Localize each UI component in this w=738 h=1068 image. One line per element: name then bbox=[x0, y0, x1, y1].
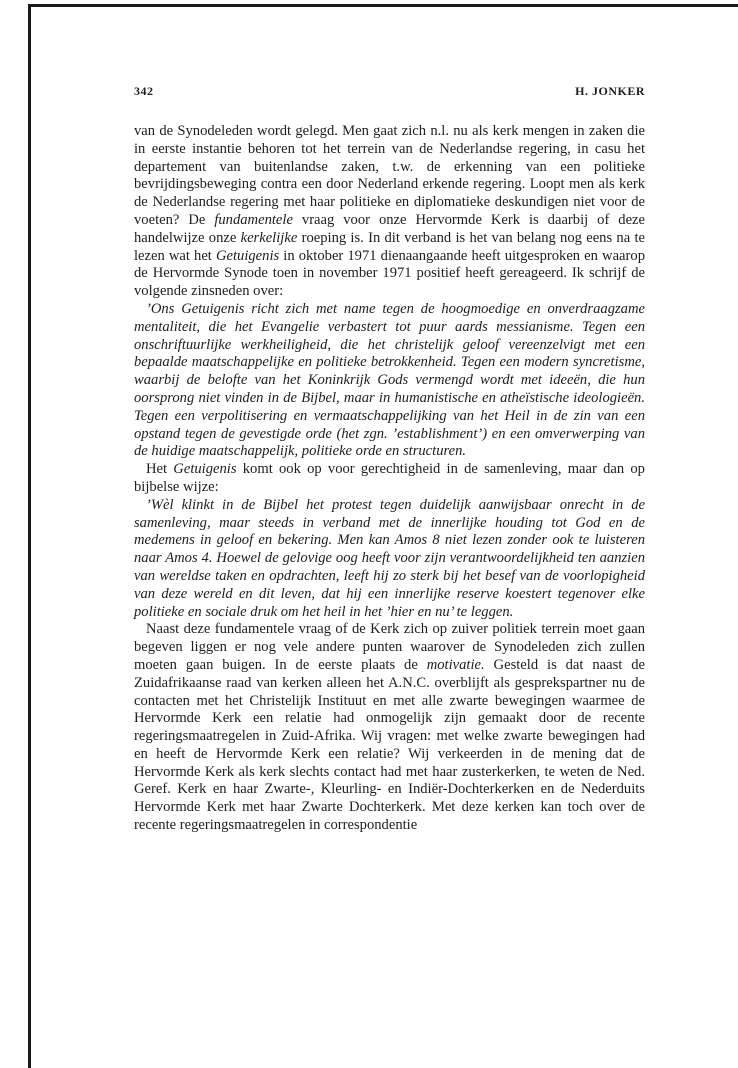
text-run: vraag voor onze Hervormde Kerk is daarbij of deze handelwijze onze bbox=[134, 211, 645, 246]
text-run: Gesteld is dat naast de Zuidafrikaanse raad van kerken alleen het A.N.C. overblijft als gesprekspartner nu de contacten met het Christelijk Instituut en met alle zwarte bewegingen waarmee de Hervormde Kerk een relatie had onmogelijk zijn gemaakt door de recente regeringsmaatregelen in Zuid-Afrika. Wij vragen: met welke zwarte bewegingen had en heeft de Hervormde Kerk een relatie? Wij verkeerden in de mening dat de Hervormde Kerk als kerk slechts contact had met haar zusterkerken, te weten de Ned. Geref. Kerk en haar Zwarte-, Kleurling- en Indiër-Dochterkerken en de Nederduits Hervormde Kerk met haar Zwarte Dochterkerk. Met deze kerken kan toch over de recente regeringsmaatregelen in correspondentie bbox=[134, 656, 645, 834]
italic-phrase: Getuigenis bbox=[215, 247, 280, 264]
text-run: Het bbox=[146, 461, 174, 478]
text-run: in oktober 1971 dienaangaande heeft uitgesproken en waarop de Hervormde Synode toen in november 1971 positief heeft gereageerd. Ik schrijf de volgende zinsneden over: bbox=[134, 247, 645, 300]
text-run: van de Synodeleden wordt gelegd. Men gaat zich n.l. nu als kerk mengen in zaken die in eerste instantie behoren tot het terrein van de Nederlandse regering, in casu het departement van buitenlandse zaken, t.w. de erkenning van een politieke bevrijdingsbeweging contra een door Nederland erkende regering. Loopt men als kerk de Nederlandse regering met haar politieke en diplomatieke deskundigen niet voor de voeten? De bbox=[134, 123, 645, 228]
body-text bbox=[134, 123, 645, 835]
running-title: H. JONKER bbox=[575, 84, 645, 98]
book-page bbox=[134, 84, 645, 835]
italic-phrase: fundamentele bbox=[214, 211, 293, 228]
italic-phrase: kerkelijke bbox=[240, 229, 298, 246]
paragraph bbox=[134, 461, 645, 497]
quoted-passage bbox=[134, 301, 645, 461]
paragraph bbox=[134, 123, 645, 301]
text-run: komt ook op voor gerechtigheid in de samenleving, maar dan op bijbelse wijze: bbox=[134, 461, 645, 495]
text-run: Naast deze fundamentele vraag of de Kerk zich op zuiver politiek terrein moet gaan begeven liggen er nog vele andere punten waarover de Synodeleden zich zullen moeten gaan buigen. In de eerste plaats de bbox=[134, 621, 645, 673]
running-head bbox=[134, 84, 645, 99]
italic-phrase: motivatie. bbox=[426, 656, 485, 673]
top-border-rule bbox=[28, 4, 738, 7]
page-number: 342 bbox=[134, 84, 154, 98]
text-run: ’Wèl klinkt in de Bijbel het protest tegen duidelijk aanwijsbaar onrecht in de samenleving, maar steeds in verband met de innerlijke houding tot God en de medemens in geloof en bekering. Men kan Amos 8 niet lezen zonder ook te luisteren naar Amos 4. Hoewel de gelovige oog heeft voor zijn verantwoordelijkheid ten aanzien van wereldse taken en opdrachten, leeft hij zo sterk bij het besef van de voorlopigheid van deze wereld en dit leven, dat hij een innerlijke reserve koestert tegenover elke politieke en sociale druk om het heil in het ’hier en nu’ te leggen. bbox=[134, 496, 645, 620]
italic-phrase: Getuigenis bbox=[173, 461, 237, 478]
paragraph bbox=[134, 621, 645, 835]
quoted-passage bbox=[134, 497, 645, 622]
text-run: ’Ons Getuigenis richt zich met name tegen de hoogmoedige en onverdraagzame mentaliteit, die het Evangelie verbastert tot puur aards messianisme. Tegen een onschriftuurlijke werkheiligheid, die het christelijk geloof vereenzelvigt met een bepaalde maatschappelijke en politieke betrokkenheid. Tegen een modern syncretisme, waarbij de belofte van het Koninkrijk Gods vermengd wordt met ideeën, die hun oorsprong niet vinden in de Bijbel, maar in humanistische en atheïstische ideologieën. Tegen een verpolitisering en vermaatschappelijking van het Heil in de zin van een opstand tegen de gevestigde orde (het zgn. ’establishment’) en een omverwerping van de huidige maatschappelijk, politieke orde en structuren. bbox=[134, 300, 645, 460]
text-run: roeping is. In dit verband is het van belang nog eens na te lezen wat het bbox=[134, 229, 645, 264]
left-border-rule bbox=[28, 4, 31, 1068]
